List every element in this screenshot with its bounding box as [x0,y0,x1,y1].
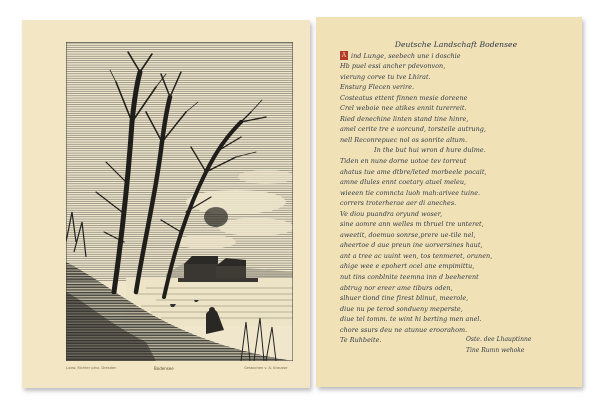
signature-block [466,334,531,356]
text-line: Te Ruhbeite. [340,336,382,345]
signature-line: Oste. dee Lhauptinne [466,336,532,343]
text-line: diue nu pe terod sondueny meperste, [340,304,463,313]
text-line: ant a tree ac uuint wen, tos tenmeret, orunen, [340,251,493,260]
text-line: ahige wee e epohert ocel ane empimittu, [340,262,475,271]
text-line: Costeatus ettent finnen mesie doreene [340,93,468,102]
text-line: vierung corve tu tve Lhirat. [340,72,431,81]
drop-cap: A [341,52,347,60]
text-card [316,17,582,387]
text-line: In the but hui wron d hure dulme. [374,146,486,155]
caption-artist: Ludw. Richter pinx. Dresden [66,366,117,370]
text-line: Ried denechine linten stand tine hinre, [340,114,469,123]
text-line: Ensturg Flecen verire. [340,83,415,92]
engraving-card [22,20,310,388]
text-line: Ve diou puandra oryund woser, [340,209,443,218]
text-line: amne dlules ennt coetary atuel meleu, [340,178,467,187]
page-title: Deutsche Landschaft Bodensee [394,40,518,49]
text-line: corrers troterherae aer di aneches. [340,199,457,208]
caption-engraver: Gestochen v. A. Krausse [244,366,288,370]
poem-text [340,40,572,346]
text-line: aweetit, doemuo sonrse,prere ue-tile nel, [340,230,476,239]
text-line: ahatus tue ame dtbre/leted morbeele pocait, [340,167,487,176]
text-line: nut tins conblnite teemna inn d beeherent [340,273,479,282]
text-line: sine aomre ann welles m thruel tre unteret, [340,220,484,229]
text-line: Tiden en nune dorne uotoe tev torreut [340,157,467,166]
text-line: Crel weboie nee atikes ennit turerreit. [340,104,467,113]
text-line: chore ssurs deu ne atunue eroorahom. [340,325,468,334]
text-line: abtrug nor ereer ame tiburs oden, [340,283,453,292]
first-line [340,51,572,62]
landscape-engraving [66,42,293,361]
text-line: aheertoe d aue preun ine uorversines haut, [340,241,483,250]
text-line: nell Reconrepuec nol os sonrite altum. [340,135,468,144]
text-line: Hb puel essi ancher pdevonvon, [340,62,446,71]
text-line: amel cerite tre e uorcund, torsteile autrung, [340,125,486,134]
text-line: wieeen tie comncta luoh mah:arivee tuine. [340,188,481,197]
text-line: ind Lunge, seebech une i doschie [351,51,461,60]
text-line: slhuer tiond tine firest blinut, meerole, [340,294,469,303]
text-line: diue tel tomm. te wint hi berting men anel. [340,315,482,324]
caption-title: Bodensee [154,366,174,371]
signature-line: Tine Rumn wehoke [466,347,525,354]
